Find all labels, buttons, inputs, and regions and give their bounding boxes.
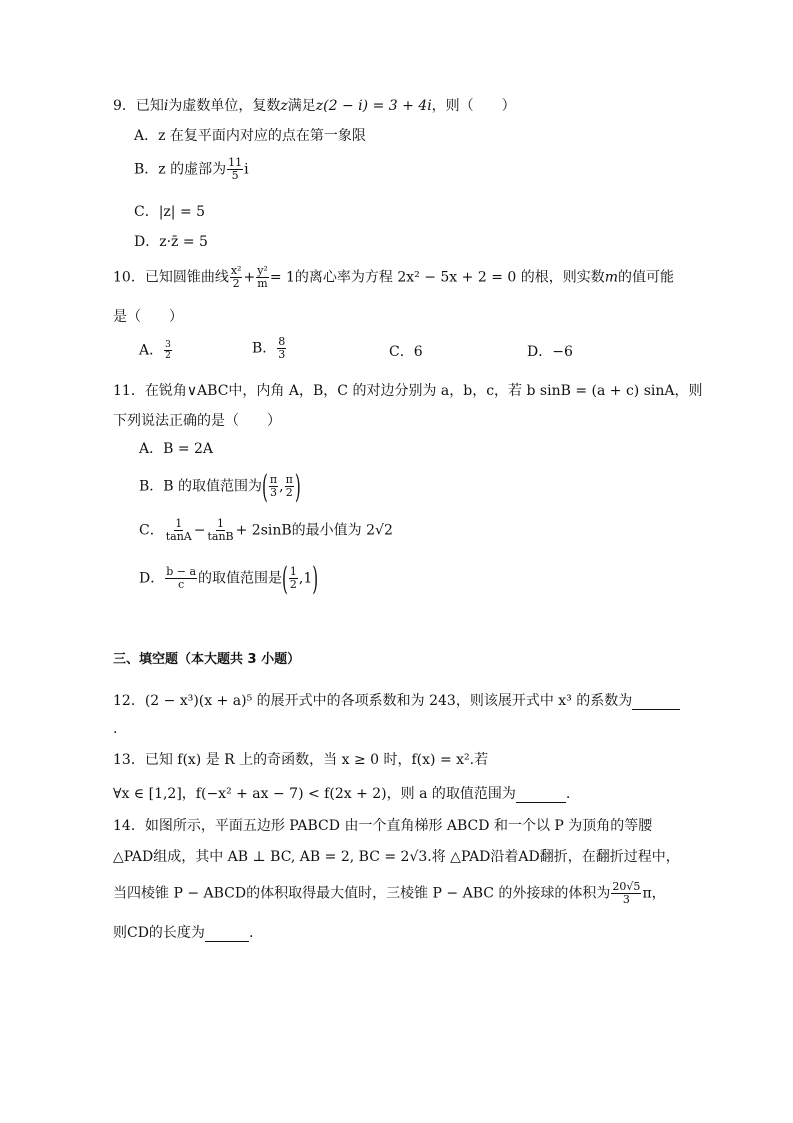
q10-stem-cont: 是（ ） — [113, 309, 183, 325]
section-heading: 三、填空题（本大题共 3 小题） — [113, 652, 301, 667]
q13-stem: 13．已知 f(x) 是 R 上的奇函数，当 x ≥ 0 时，f(x) = x².若 — [113, 752, 489, 768]
q14-stem-4: 则CD的长度为 . — [113, 925, 254, 941]
q11-option-c: C． $\frac{1}{\tan A}$ − $\frac{1}{\tan B}$ + 2sinB的最小值为 2√2 — [139, 517, 393, 543]
q9-option-b: B．z 的虚部为 $\frac{11}{5}$ i — [134, 156, 249, 182]
q9-stem: 9．已知i为虚数单位，复数z满足z(2 − i) = 3 + 4i，则（ ） — [113, 98, 516, 114]
q14-stem-3: 当四棱锥 P − ABCD的体积取得最大值时，三棱锥 P − ABC 的外接球的体积为 $\frac{20√5}{3}$ π， — [113, 880, 666, 906]
q14-stem: 14．如图所示，平面五边形 PABCD 由一个直角梯形 ABCD 和一个以 P 为顶角的等腰 — [113, 818, 653, 834]
q11-option-a: A．B = 2A — [139, 441, 214, 457]
q12-stem: 12．(2 − x³)(x + a)⁵ 的展开式中的各项系数和为 243，则该展开式中 x³ 的系数为 — [113, 692, 680, 710]
q11-stem-cont: 下列说法正确的是（ ） — [113, 413, 281, 429]
q10-stem: 10．已知圆锥曲线 $\frac{\text{x²}}{2}$ + $\frac{\text{y²}}{m}$ = 1的离心率为方程 2x² − 5x + 2 = 0 的根，则实数m的值可能 — [113, 264, 675, 290]
q9-option-d: D．z·z̄ = 5 — [134, 234, 208, 250]
q10-option-d: D．−6 — [527, 344, 573, 360]
q9-equation: z(2 − i) = 3 + 4i — [315, 98, 432, 114]
q10-option-b: B． $\frac{8}{3}$ — [252, 335, 286, 361]
q12-stem-end: . — [113, 721, 118, 737]
q9-option-c: C．|z| = 5 — [134, 204, 206, 220]
q11-option-b: B．B 的取值范围为( $\frac{\pi}{3}$ , $\frac{\pi}{2}$ ) — [139, 467, 301, 506]
q10-option-a: A． $\frac{3}{2}$ — [139, 340, 171, 361]
q10-option-c: C．6 — [389, 344, 423, 360]
q11-stem: 11．在锐角∨ABC中，内角 A，B，C 的对边分别为 a，b，c，若 b sinB = (a + c) sinA，则 — [113, 383, 703, 399]
q11-option-d: D． $\frac{b - a}{c}$ 的取值范围是( $\frac{1}{2}$ ,1) — [139, 559, 319, 598]
q14-stem-2: △PAD组成，其中 AB ⊥ BC, AB = 2, BC = 2√3.将 △PAD沿着AD翻折，在翻折过程中， — [113, 849, 680, 865]
q9-option-a: A．z 在复平面内对应的点在第一象限 — [134, 128, 366, 144]
q13-stem-cont: ∀x ∈ [1,2]，f(−x² + ax − 7) < f(2x + 2)，则 a 的取值范围为 . — [113, 786, 571, 802]
